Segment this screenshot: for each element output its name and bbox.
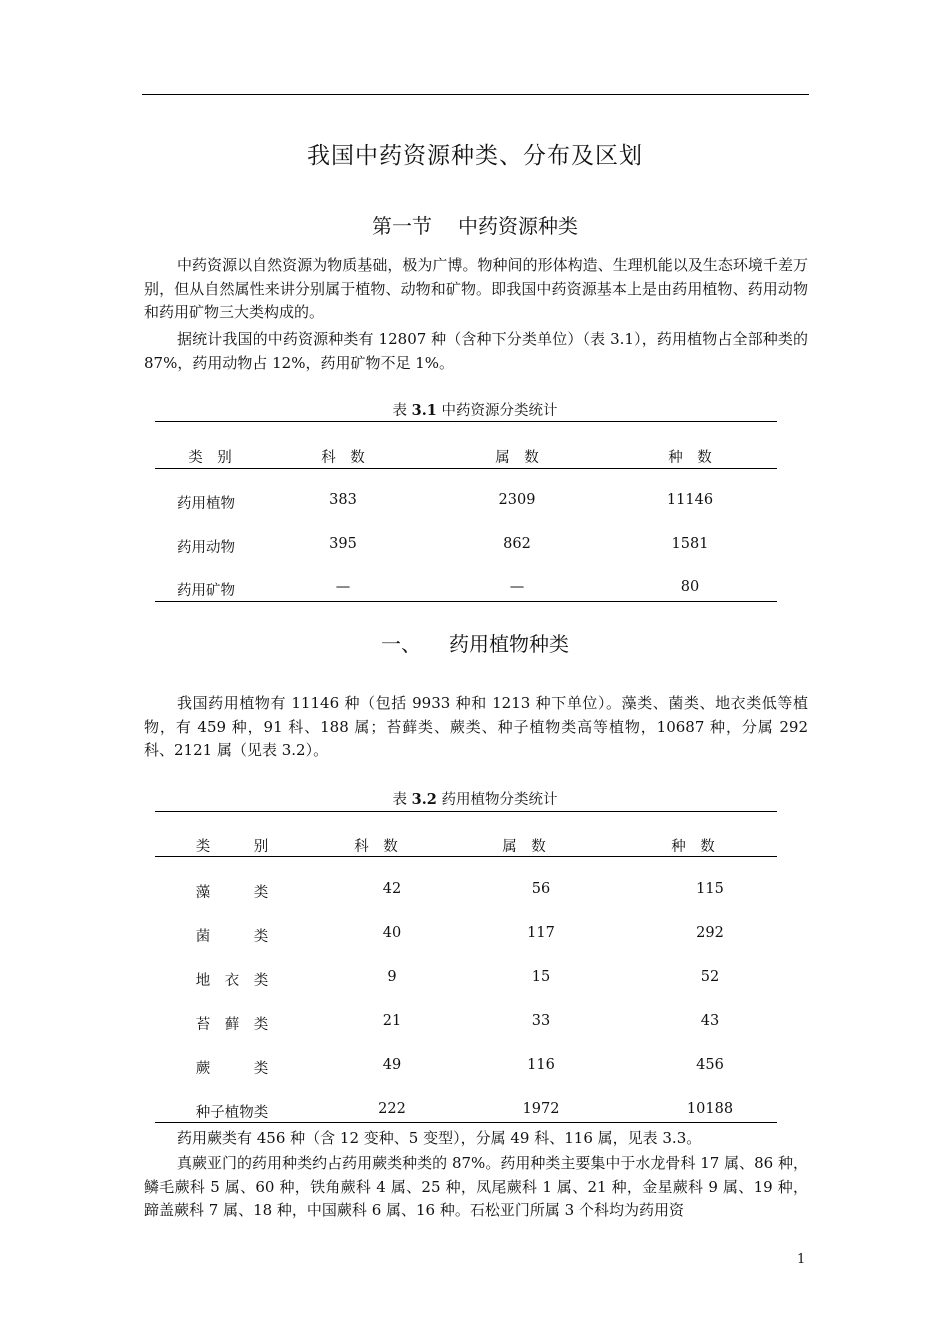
table2-cell: 43 bbox=[700, 1013, 720, 1029]
table2-cell: 33 bbox=[531, 1013, 551, 1029]
table2-cell: 15 bbox=[531, 969, 551, 985]
paragraph-5: 真蕨亚门的药用种类约占药用蕨类种类的 87%。药用种类主要集中于水龙骨科 17 属、86 种，鳞毛蕨科 5 属、60 种，铁角蕨科 4 属、25 种，凤尾蕨科 1 属、21 种，金星蕨科 9 属、19 种，蹄盖蕨科 7 属、18 种，中国蕨科 6 属、16 种。石松亚门所属 3 个科均为药用资 bbox=[144, 1154, 808, 1219]
table2-header-genus: 属 数 bbox=[502, 839, 546, 855]
header-rule bbox=[142, 94, 809, 95]
table2-cell: 21 bbox=[382, 1013, 402, 1029]
table1-header-category: 类 别 bbox=[188, 450, 232, 466]
section-name: 中药资源种类 bbox=[458, 214, 578, 238]
table1-cell: 862 bbox=[503, 536, 531, 552]
table1-bottom-rule bbox=[155, 601, 777, 602]
table1-top-rule bbox=[155, 421, 777, 422]
table2-cell: 10188 bbox=[686, 1101, 734, 1117]
table2-cell: 115 bbox=[696, 881, 724, 897]
table2-cell: 40 bbox=[382, 925, 402, 941]
paragraph-1: 中药资源以自然资源为物质基础，极为广博。物种间的形体构造、生理机能以及生态环境千差万别，但从自然属性来讲分别属于植物、动物和矿物。即我国中药资源基本上是由药用植物、药用动物和药用矿物三大类构成的。 bbox=[144, 256, 808, 321]
table2-cell: 52 bbox=[700, 969, 720, 985]
section-title bbox=[0, 210, 950, 239]
table2-header-rule bbox=[155, 856, 777, 857]
table1-caption: 表 3.1 中药资源分类统计 bbox=[392, 402, 558, 419]
table2-cell: 1972 bbox=[522, 1101, 560, 1117]
table2-top-rule bbox=[155, 811, 777, 812]
table2-caption: 表 3.2 药用植物分类统计 bbox=[392, 791, 558, 808]
table2-cell: 222 bbox=[378, 1101, 406, 1117]
table2-cell: 藻 类 bbox=[195, 885, 269, 901]
table1-cell: 2309 bbox=[498, 492, 536, 508]
table1-cell: 药用矿物 bbox=[177, 583, 235, 599]
table2-cell: 蕨 类 bbox=[195, 1061, 269, 1077]
table1-cell: 383 bbox=[329, 492, 357, 508]
table2-header-category: 类 别 bbox=[195, 839, 269, 855]
subsection-name: 药用植物种类 bbox=[449, 632, 569, 656]
table2-cell: 42 bbox=[382, 881, 402, 897]
table2-cell: 种子植物类 bbox=[195, 1105, 269, 1121]
table2-cell: 116 bbox=[527, 1057, 555, 1073]
table1-cell: — bbox=[335, 579, 351, 595]
table1-cell: — bbox=[509, 579, 525, 595]
table2-header-family: 科 数 bbox=[354, 839, 398, 855]
table2-cell: 9 bbox=[387, 969, 397, 985]
table1-cell: 80 bbox=[680, 579, 700, 595]
table2-bottom-rule bbox=[155, 1122, 777, 1123]
document-title: 我国中药资源种类、分布及区划 bbox=[307, 143, 643, 169]
table1-header-rule bbox=[155, 468, 777, 469]
table1-cell: 药用植物 bbox=[177, 496, 235, 512]
subsection-number: 一、 bbox=[381, 632, 421, 656]
paragraph-4: 药用蕨类有 456 种（含 12 变种、5 变型），分属 49 科、116 属，见表 3.3。 bbox=[177, 1129, 702, 1147]
table2-cell: 地 衣 类 bbox=[195, 973, 269, 989]
table2-cell: 456 bbox=[696, 1057, 724, 1073]
table1-cell: 药用动物 bbox=[177, 540, 235, 556]
page-number: 1 bbox=[797, 1252, 806, 1267]
table2-cell: 49 bbox=[382, 1057, 402, 1073]
table2-cell: 56 bbox=[531, 881, 551, 897]
paragraph-3: 我国药用植物有 11146 种（包括 9933 种和 1213 种下单位）。藻类、菌类、地衣类低等植物，有 459 种，91 科、188 属；苔藓类、蕨类、种子植物类高等植物，10687 种，分属 292 科、2121 属（见表 3.2）。 bbox=[144, 694, 808, 759]
table2-header-species: 种 数 bbox=[671, 839, 715, 855]
table2-cell: 117 bbox=[527, 925, 555, 941]
table1-cell: 1581 bbox=[671, 536, 709, 552]
table1-cell: 395 bbox=[329, 536, 357, 552]
table2-cell: 菌 类 bbox=[195, 929, 269, 945]
table2-cell: 292 bbox=[696, 925, 724, 941]
table1-header-species: 种 数 bbox=[668, 450, 712, 466]
subsection-title bbox=[0, 628, 950, 657]
paragraph-2: 据统计我国的中药资源种类有 12807 种（含种下分类单位）（表 3.1），药用植物占全部种类的 87%，药用动物占 12%，药用矿物不足 1%。 bbox=[144, 330, 808, 372]
table1-cell: 11146 bbox=[666, 492, 714, 508]
section-number: 第一节 bbox=[372, 214, 432, 238]
table1-header-genus: 属 数 bbox=[495, 450, 539, 466]
table2-cell: 苔 藓 类 bbox=[195, 1017, 269, 1033]
table1-header-family: 科 数 bbox=[321, 450, 365, 466]
